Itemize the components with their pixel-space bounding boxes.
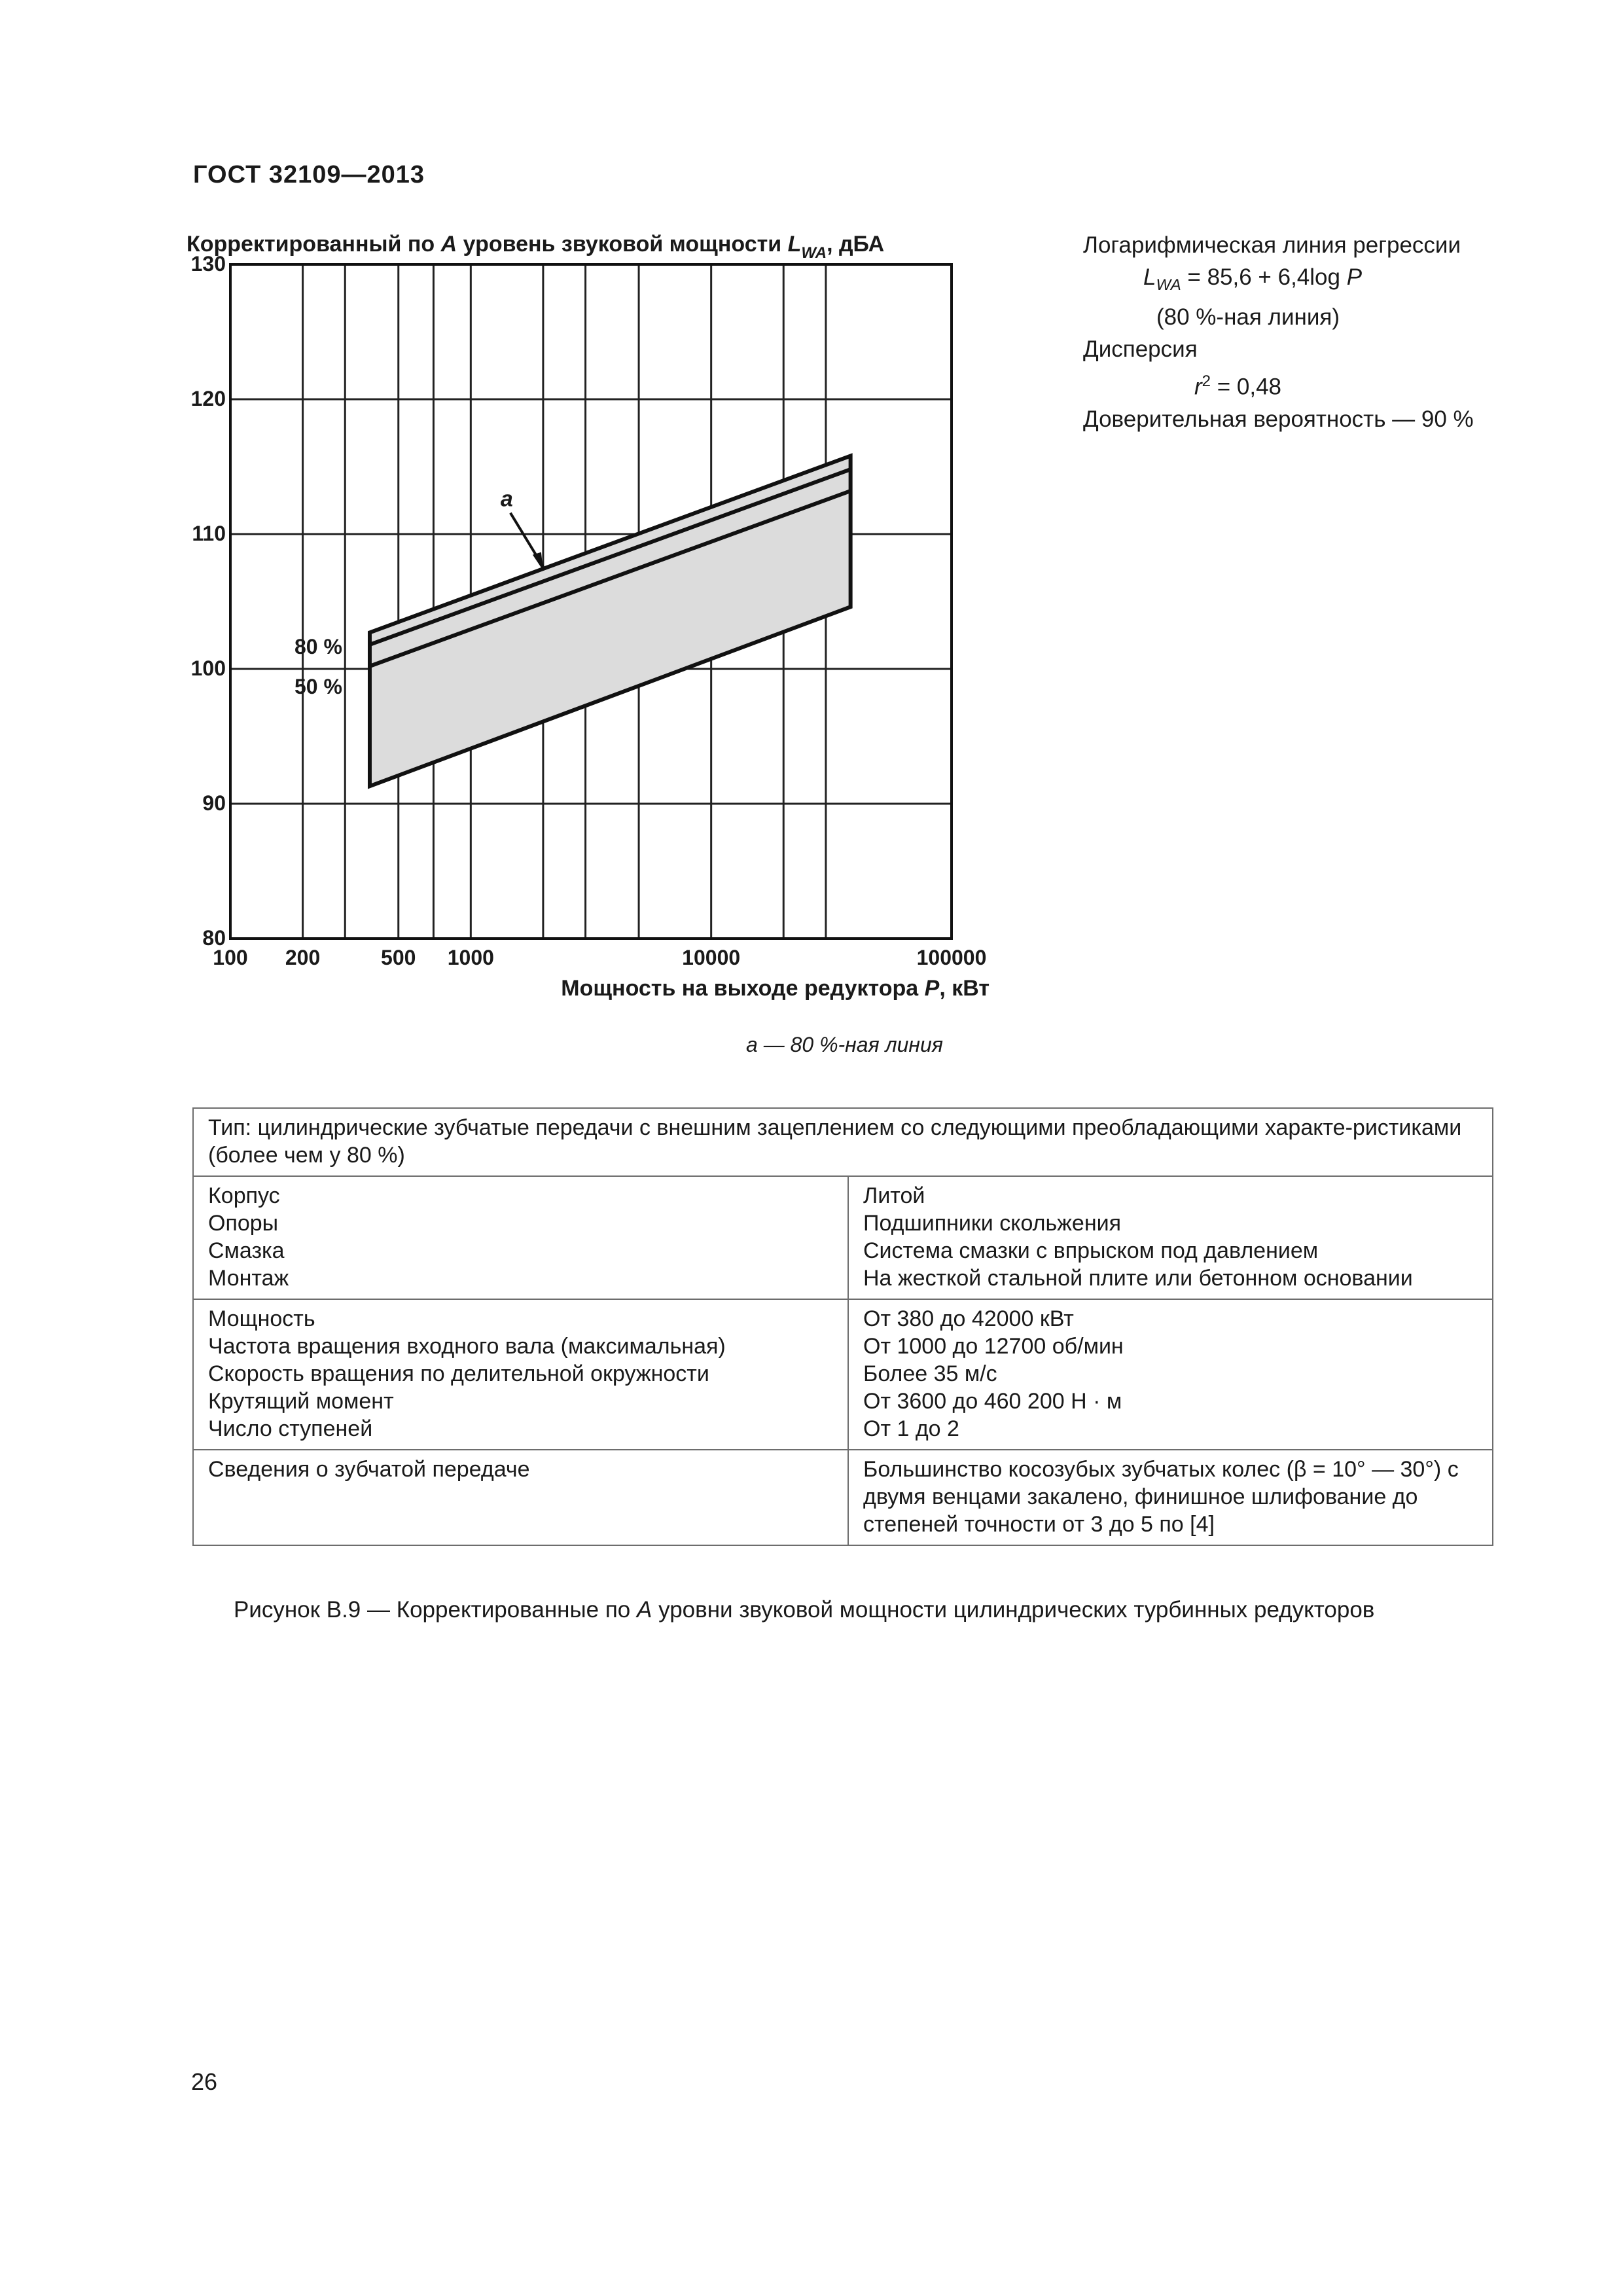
group2-left <box>193 1299 848 1450</box>
table-cell: Литой <box>863 1183 925 1208</box>
caption-post: уровни звуковой мощности цилиндрических турбинных редукторов <box>652 1597 1375 1623</box>
table-cell: На жесткой стальной плите или бетонном основании <box>863 1266 1413 1291</box>
r-value: = 0,48 <box>1211 374 1282 400</box>
eq-rest: = 85,6 + 6,4log <box>1181 264 1347 290</box>
group2-right <box>848 1299 1493 1450</box>
title-a: A <box>440 232 457 257</box>
label-80-percent: 80 % <box>294 634 342 658</box>
x-tick-label: 1000 <box>447 946 494 969</box>
title-l: L <box>787 232 802 257</box>
table-cell: Монтаж <box>208 1266 289 1291</box>
annotation-a-arrowhead <box>533 552 543 571</box>
x-tick-label: 100000 <box>916 946 987 969</box>
y-tick-label: 80 <box>202 926 226 950</box>
table-row-type <box>193 1108 1493 1176</box>
y-tick-label: 110 <box>192 522 226 545</box>
page-number: 26 <box>191 2068 218 2095</box>
x-axis-label <box>561 976 990 1001</box>
table-cell: Система смазки с впрыском под давлением <box>863 1238 1319 1263</box>
table-cell: Подшипники скольжения <box>863 1211 1122 1236</box>
table-cell: От 1 до 2 <box>863 1416 959 1441</box>
caption-a: A <box>637 1597 652 1623</box>
table-cell: Мощность <box>208 1306 315 1331</box>
regression-legend <box>1083 229 1474 435</box>
characteristics-table <box>192 1107 1493 1546</box>
table-cell: От 380 до 42000 кВт <box>863 1306 1074 1331</box>
group1-right <box>848 1176 1493 1299</box>
figure-caption <box>234 1597 1374 1623</box>
xlabel-post: , кВт <box>939 976 990 1001</box>
x-tick-label: 500 <box>381 946 416 969</box>
chart-title <box>187 232 884 262</box>
eq-sub: WA <box>1156 276 1181 294</box>
legend-title: Логарифмическая линия регрессии <box>1083 232 1461 258</box>
eq-p: P <box>1346 264 1363 290</box>
table-row <box>193 1450 1493 1545</box>
table-cell: Более 35 м/с <box>863 1361 997 1386</box>
note-a: а <box>746 1033 758 1056</box>
table-cell: От 3600 до 460 200 Н · м <box>863 1389 1122 1414</box>
table-cell: От 1000 до 12700 об/мин <box>863 1334 1124 1359</box>
x-tick-label: 100 <box>213 946 248 969</box>
xlabel-p: P <box>924 976 940 1001</box>
dispersion-value <box>1083 365 1474 403</box>
table-row <box>193 1299 1493 1450</box>
dispersion-label: Дисперсия <box>1083 336 1198 362</box>
y-tick-label: 130 <box>190 252 226 276</box>
x-tick-label: 10000 <box>682 946 741 969</box>
table-cell: Крутящий момент <box>208 1389 394 1414</box>
group1-left <box>193 1176 848 1299</box>
r-sup: 2 <box>1202 372 1211 390</box>
label-50-percent: 50 % <box>294 674 342 698</box>
r-symbol: r <box>1194 374 1202 400</box>
group3-right: Большинство косозубых зубчатых колес (β = 10° — 30°) с двумя венцами закалено, финишное шлифование до степеней точности от 3 до 5 по [4] <box>848 1450 1493 1545</box>
annotation-a-label: a <box>500 486 513 512</box>
table-cell: Число ступеней <box>208 1416 373 1441</box>
eq-l: L <box>1143 264 1156 290</box>
table-cell: Корпус <box>208 1183 280 1208</box>
chart-band <box>370 456 851 787</box>
table-cell: Смазка <box>208 1238 285 1263</box>
document-header: ГОСТ 32109—2013 <box>193 161 425 188</box>
y-tick-label: 100 <box>190 656 226 680</box>
y-tick-label: 90 <box>202 791 226 815</box>
note-text: — 80 %-ная линия <box>757 1033 943 1056</box>
x-tick-label: 200 <box>285 946 321 969</box>
caption-pre: Рисунок В.9 — Корректированные по <box>234 1597 637 1623</box>
annotation-note <box>746 1033 943 1057</box>
table-cell: Скорость вращения по делительной окружности <box>208 1361 709 1386</box>
sound-power-chart <box>0 0 1623 1021</box>
table-row <box>193 1176 1493 1299</box>
title-mid: уровень звуковой мощности <box>457 232 788 257</box>
y-tick-label: 120 <box>190 387 226 410</box>
regression-note: (80 %-ная линия) <box>1156 304 1340 330</box>
title-sub: WA <box>801 244 827 262</box>
type-cell: Тип: цилиндрические зубчатые передачи с внешним зацеплением со следующими преобладающими характе-ристиками (более чем у 80 %) <box>193 1108 1493 1176</box>
title-pre: Корректированный по <box>187 232 441 257</box>
title-post: , дБА <box>827 232 885 257</box>
table-cell: Частота вращения входного вала (максимальная) <box>208 1334 726 1359</box>
chart-xlabel <box>561 976 990 1001</box>
regression-equation <box>1083 261 1474 301</box>
xlabel-pre: Мощность на выходе редуктора <box>561 976 925 1001</box>
group3-left: Сведения о зубчатой передаче <box>193 1450 848 1545</box>
chart-title-text <box>187 232 884 262</box>
confidence-band <box>370 456 851 787</box>
confidence-label: Доверительная вероятность — 90 % <box>1083 406 1474 432</box>
table-cell: Опоры <box>208 1211 279 1236</box>
